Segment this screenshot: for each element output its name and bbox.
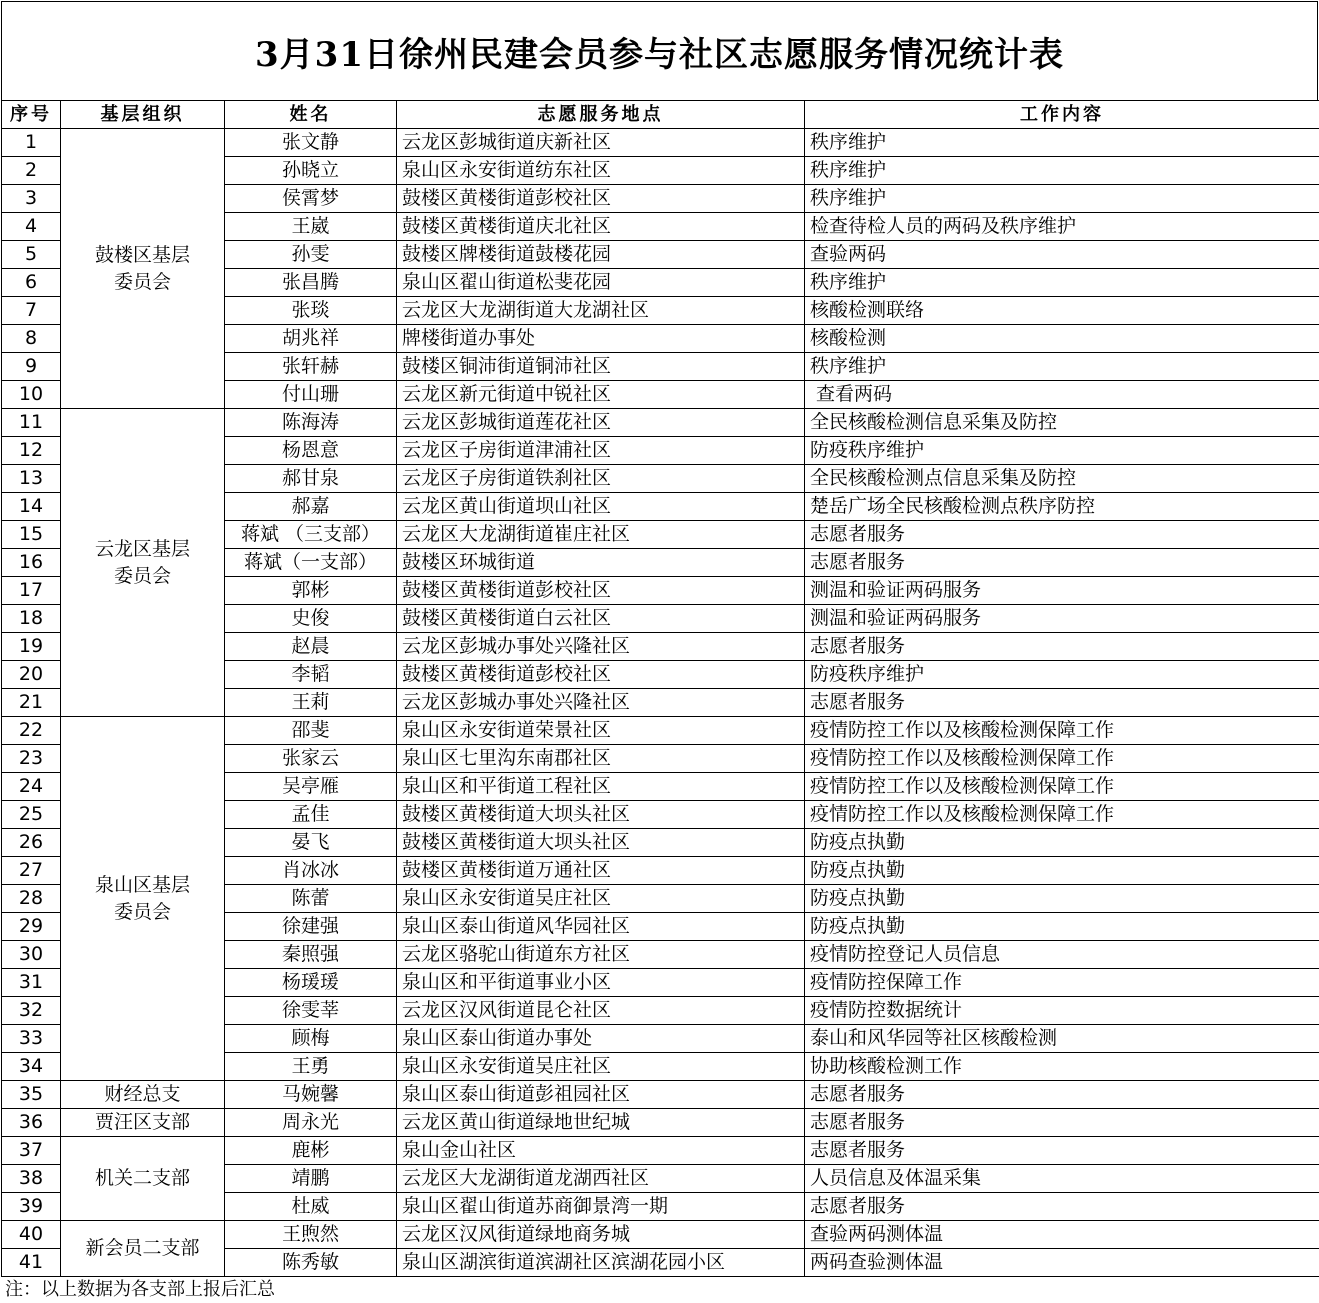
cell-name: 侯霄梦 [225,185,397,213]
table-body [2,129,1319,1277]
cell-no: 15 [2,521,61,549]
cell-name: 陈海涛 [225,409,397,437]
cell-no: 8 [2,325,61,353]
cell-name: 郝甘泉 [225,465,397,493]
cell-place: 泉山区泰山街道风华园社区 [397,913,805,941]
cell-name: 郝嘉 [225,493,397,521]
cell-name: 孙晓立 [225,157,397,185]
org-label-line: 委员会 [113,270,171,293]
cell-place: 鼓楼区黄楼街道白云社区 [397,605,805,633]
cell-name: 蒋斌（一支部） [225,549,397,577]
cell-no: 12 [2,437,61,465]
header-org: 基层组织 [61,101,225,129]
cell-name: 张家云 [225,745,397,773]
cell-content: 疫情防控工作以及核酸检测保障工作 [805,745,1319,773]
cell-org-group [61,1081,225,1109]
cell-name: 王莉 [225,689,397,717]
cell-content: 查看两码 [805,381,1319,409]
cell-no: 11 [2,409,61,437]
cell-name: 郭彬 [225,577,397,605]
cell-name: 晏飞 [225,829,397,857]
cell-content: 志愿者服务 [805,1109,1319,1137]
cell-place: 泉山区七里沟东南郡社区 [397,745,805,773]
cell-content: 防疫点执勤 [805,913,1319,941]
cell-name: 孙雯 [225,241,397,269]
cell-name: 张昌腾 [225,269,397,297]
org-label-line: 鼓楼区基层 [94,243,190,266]
cell-name: 胡兆祥 [225,325,397,353]
org-label-line: 财经总支 [104,1083,181,1105]
cell-name: 肖冰冰 [225,857,397,885]
cell-name: 张轩赫 [225,353,397,381]
cell-content: 志愿者服务 [805,1193,1319,1221]
cell-no: 22 [2,717,61,745]
cell-content: 志愿者服务 [805,633,1319,661]
cell-no: 9 [2,353,61,381]
cell-content: 疫情防控保障工作 [805,969,1319,997]
table-row [2,1081,1319,1109]
cell-org-group [61,1137,225,1221]
cell-name: 陈秀敏 [225,1249,397,1277]
cell-no: 6 [2,269,61,297]
cell-place: 泉山区和平街道事业小区 [397,969,805,997]
cell-content: 测温和验证两码服务 [805,605,1319,633]
cell-place: 云龙区子房街道津浦社区 [397,437,805,465]
cell-no: 21 [2,689,61,717]
cell-no: 30 [2,941,61,969]
cell-no: 3 [2,185,61,213]
table-row [2,1221,1319,1249]
cell-place: 鼓楼区铜沛街道铜沛社区 [397,353,805,381]
cell-no: 34 [2,1053,61,1081]
cell-org-group [61,129,225,409]
cell-content: 志愿者服务 [805,549,1319,577]
cell-no: 1 [2,129,61,157]
cell-no: 14 [2,493,61,521]
cell-content: 疫情防控数据统计 [805,997,1319,1025]
cell-no: 29 [2,913,61,941]
cell-org-group [61,717,225,1081]
cell-no: 2 [2,157,61,185]
cell-name: 付山珊 [225,381,397,409]
cell-place: 鼓楼区环城街道 [397,549,805,577]
cell-no: 23 [2,745,61,773]
cell-name: 张琰 [225,297,397,325]
cell-place: 泉山区湖滨街道滨湖社区滨湖花园小区 [397,1249,805,1277]
cell-place: 鼓楼区黄楼街道庆北社区 [397,213,805,241]
org-label-line: 委员会 [113,564,171,587]
cell-no: 31 [2,969,61,997]
cell-content: 泰山和风华园等社区核酸检测 [805,1025,1319,1053]
cell-place: 云龙区彭城街道庆新社区 [397,129,805,157]
cell-name: 杨瑗瑗 [225,969,397,997]
cell-content: 疫情防控登记人员信息 [805,941,1319,969]
cell-content: 查验两码 [805,241,1319,269]
cell-no: 20 [2,661,61,689]
cell-place: 鼓楼区黄楼街道万通社区 [397,857,805,885]
cell-name: 王煦然 [225,1221,397,1249]
cell-content: 志愿者服务 [805,521,1319,549]
cell-content: 全民核酸检测信息采集及防控 [805,409,1319,437]
header-content: 工作内容 [805,101,1319,129]
cell-content: 人员信息及体温采集 [805,1165,1319,1193]
cell-no: 17 [2,577,61,605]
org-label-line: 云龙区基层 [94,537,190,560]
cell-place: 云龙区大龙湖街道大龙湖社区 [397,297,805,325]
cell-name: 史俊 [225,605,397,633]
cell-place: 泉山区永安街道吴庄社区 [397,1053,805,1081]
cell-content: 防疫点执勤 [805,857,1319,885]
org-label-line: 委员会 [113,900,171,923]
cell-place: 云龙区大龙湖街道崔庄社区 [397,521,805,549]
cell-content: 防疫点执勤 [805,885,1319,913]
cell-content: 防疫秩序维护 [805,661,1319,689]
cell-content: 志愿者服务 [805,1081,1319,1109]
cell-place: 泉山区翟山街道松斐花园 [397,269,805,297]
cell-no: 41 [2,1249,61,1277]
cell-no: 19 [2,633,61,661]
cell-place: 云龙区黄山街道坝山社区 [397,493,805,521]
cell-content: 检查待检人员的两码及秩序维护 [805,213,1319,241]
cell-content: 全民核酸检测点信息采集及防控 [805,465,1319,493]
cell-place: 云龙区黄山街道绿地世纪城 [397,1109,805,1137]
cell-no: 36 [2,1109,61,1137]
cell-place: 云龙区大龙湖街道龙湖西社区 [397,1165,805,1193]
cell-no: 33 [2,1025,61,1053]
footnote: 注：以上数据为各支部上报后汇总 [5,1279,275,1300]
cell-content: 秩序维护 [805,269,1319,297]
cell-name: 鹿彬 [225,1137,397,1165]
cell-content: 核酸检测 [805,325,1319,353]
cell-no: 35 [2,1081,61,1109]
cell-content: 防疫秩序维护 [805,437,1319,465]
cell-name: 徐雯莘 [225,997,397,1025]
org-label-line: 贾汪区支部 [94,1111,190,1133]
cell-place: 云龙区子房街道铁刹社区 [397,465,805,493]
cell-name: 蒋斌 （三支部） [225,521,397,549]
cell-content: 协助核酸检测工作 [805,1053,1319,1081]
cell-name: 杨恩意 [225,437,397,465]
cell-content: 测温和验证两码服务 [805,577,1319,605]
org-label-line: 泉山区基层 [94,873,190,896]
cell-place: 鼓楼区黄楼街道大坝头社区 [397,801,805,829]
cell-place: 云龙区汉风街道绿地商务城 [397,1221,805,1249]
cell-no: 32 [2,997,61,1025]
cell-no: 4 [2,213,61,241]
cell-place: 泉山金山社区 [397,1137,805,1165]
cell-content: 防疫点执勤 [805,829,1319,857]
cell-place: 云龙区汉风街道昆仑社区 [397,997,805,1025]
cell-content: 秩序维护 [805,353,1319,381]
cell-no: 27 [2,857,61,885]
cell-no: 39 [2,1193,61,1221]
cell-no: 37 [2,1137,61,1165]
table-row [2,1109,1319,1137]
cell-name: 王勇 [225,1053,397,1081]
cell-no: 24 [2,773,61,801]
cell-place: 泉山区泰山街道彭祖园社区 [397,1081,805,1109]
cell-place: 云龙区彭城办事处兴隆社区 [397,633,805,661]
cell-place: 泉山区永安街道荣景社区 [397,717,805,745]
header-place: 志愿服务地点 [397,101,805,129]
cell-content: 秩序维护 [805,185,1319,213]
cell-place: 鼓楼区黄楼街道大坝头社区 [397,829,805,857]
cell-org-group [61,1109,225,1137]
cell-place: 鼓楼区黄楼街道彭校社区 [397,661,805,689]
cell-name: 孟佳 [225,801,397,829]
table-row [2,1137,1319,1165]
cell-content: 疫情防控工作以及核酸检测保障工作 [805,773,1319,801]
cell-no: 28 [2,885,61,913]
cell-content: 查验两码测体温 [805,1221,1319,1249]
cell-name: 马婉馨 [225,1081,397,1109]
cell-content: 核酸检测联络 [805,297,1319,325]
cell-name: 靖鹏 [225,1165,397,1193]
cell-content: 秩序维护 [805,129,1319,157]
cell-name: 徐建强 [225,913,397,941]
cell-content: 志愿者服务 [805,689,1319,717]
cell-name: 邵斐 [225,717,397,745]
cell-no: 40 [2,1221,61,1249]
cell-place: 鼓楼区牌楼街道鼓楼花园 [397,241,805,269]
cell-name: 王崴 [225,213,397,241]
org-label-line: 新会员二支部 [85,1237,200,1259]
cell-place: 泉山区翟山街道苏商御景湾一期 [397,1193,805,1221]
table-row [2,129,1319,157]
header-row [2,101,1319,129]
cell-org-group [61,409,225,717]
cell-name: 赵晨 [225,633,397,661]
cell-org-group [61,1221,225,1277]
volunteer-table [1,100,1319,1277]
cell-place: 云龙区骆驼山街道东方社区 [397,941,805,969]
cell-place: 鼓楼区黄楼街道彭校社区 [397,577,805,605]
cell-no: 7 [2,297,61,325]
header-name: 姓名 [225,101,397,129]
cell-place: 云龙区新元街道中锐社区 [397,381,805,409]
cell-no: 38 [2,1165,61,1193]
cell-name: 周永光 [225,1109,397,1137]
cell-content: 楚岳广场全民核酸检测点秩序防控 [805,493,1319,521]
cell-no: 13 [2,465,61,493]
cell-place: 牌楼街道办事处 [397,325,805,353]
cell-place: 鼓楼区黄楼街道彭校社区 [397,185,805,213]
cell-content: 两码查验测体温 [805,1249,1319,1277]
table-row [2,717,1319,745]
cell-no: 5 [2,241,61,269]
cell-place: 泉山区泰山街道办事处 [397,1025,805,1053]
cell-no: 25 [2,801,61,829]
cell-place: 云龙区彭城街道莲花社区 [397,409,805,437]
cell-content: 秩序维护 [805,157,1319,185]
cell-no: 16 [2,549,61,577]
header-no: 序号 [2,101,61,129]
table-row [2,409,1319,437]
cell-no: 26 [2,829,61,857]
cell-name: 李韬 [225,661,397,689]
cell-place: 泉山区永安街道纺东社区 [397,157,805,185]
page-title: 3月31日徐州民建会员参与社区志愿服务情况统计表 [1,1,1318,100]
cell-name: 顾梅 [225,1025,397,1053]
cell-place: 泉山区和平街道工程社区 [397,773,805,801]
cell-place: 泉山区永安街道吴庄社区 [397,885,805,913]
cell-content: 疫情防控工作以及核酸检测保障工作 [805,801,1319,829]
cell-place: 云龙区彭城办事处兴隆社区 [397,689,805,717]
cell-name: 陈蕾 [225,885,397,913]
org-label-line: 机关二支部 [94,1167,190,1189]
cell-name: 吴亭雁 [225,773,397,801]
cell-content: 志愿者服务 [805,1137,1319,1165]
cell-no: 10 [2,381,61,409]
cell-name: 张文静 [225,129,397,157]
cell-no: 18 [2,605,61,633]
cell-name: 杜威 [225,1193,397,1221]
cell-name: 秦照强 [225,941,397,969]
cell-content: 疫情防控工作以及核酸检测保障工作 [805,717,1319,745]
